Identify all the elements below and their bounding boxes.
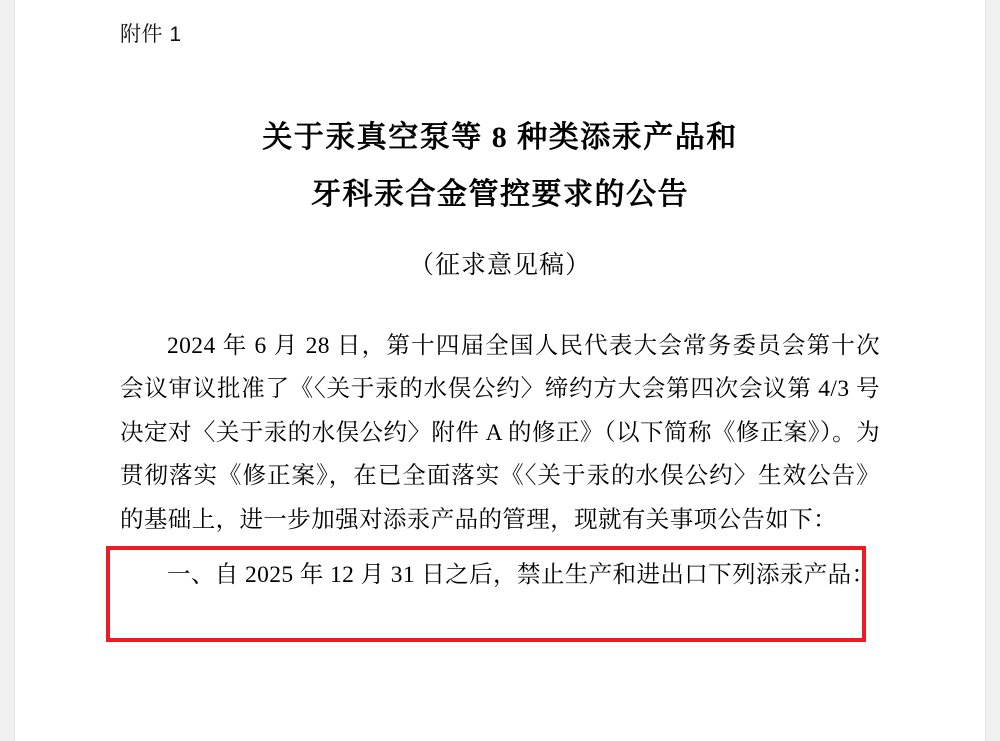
attachment-label: 附件 1: [120, 23, 182, 46]
document-title: [120, 109, 880, 223]
page-right-margin-edge: [985, 0, 1000, 741]
highlighted-paragraph: 一、自 2025 年 12 月 31 日之后，禁止生产和进出口下列添汞产品：: [167, 562, 876, 589]
document-content: [120, 0, 880, 741]
body-paragraph-1: 2024 年 6 月 28 日，第十四届全国人民代表大会常务委员会第十次会议审议批准了《〈关于汞的水俣公约〉缔约方大会第四次会议第 4/3 号决定对〈关于汞的水俣公约〉附件 A 的修正》（以下简称《修正案》）。为贯彻落实《修正案》，在已全面落实《〈关于汞的水俣公约〉生效公告》的基础上，进一步加强对添汞产品的管理，现就有关事项公告如下：: [120, 333, 880, 533]
document-subtitle: （征求意见稿）: [408, 252, 591, 279]
document-body: [120, 325, 880, 598]
page-left-margin-edge: [0, 0, 15, 741]
title-line-2: 牙科汞合金管控要求的公告: [311, 178, 689, 211]
title-line-1: 关于汞真空泵等 8 种类添汞产品和: [262, 121, 738, 154]
highlighted-section: [120, 554, 880, 597]
